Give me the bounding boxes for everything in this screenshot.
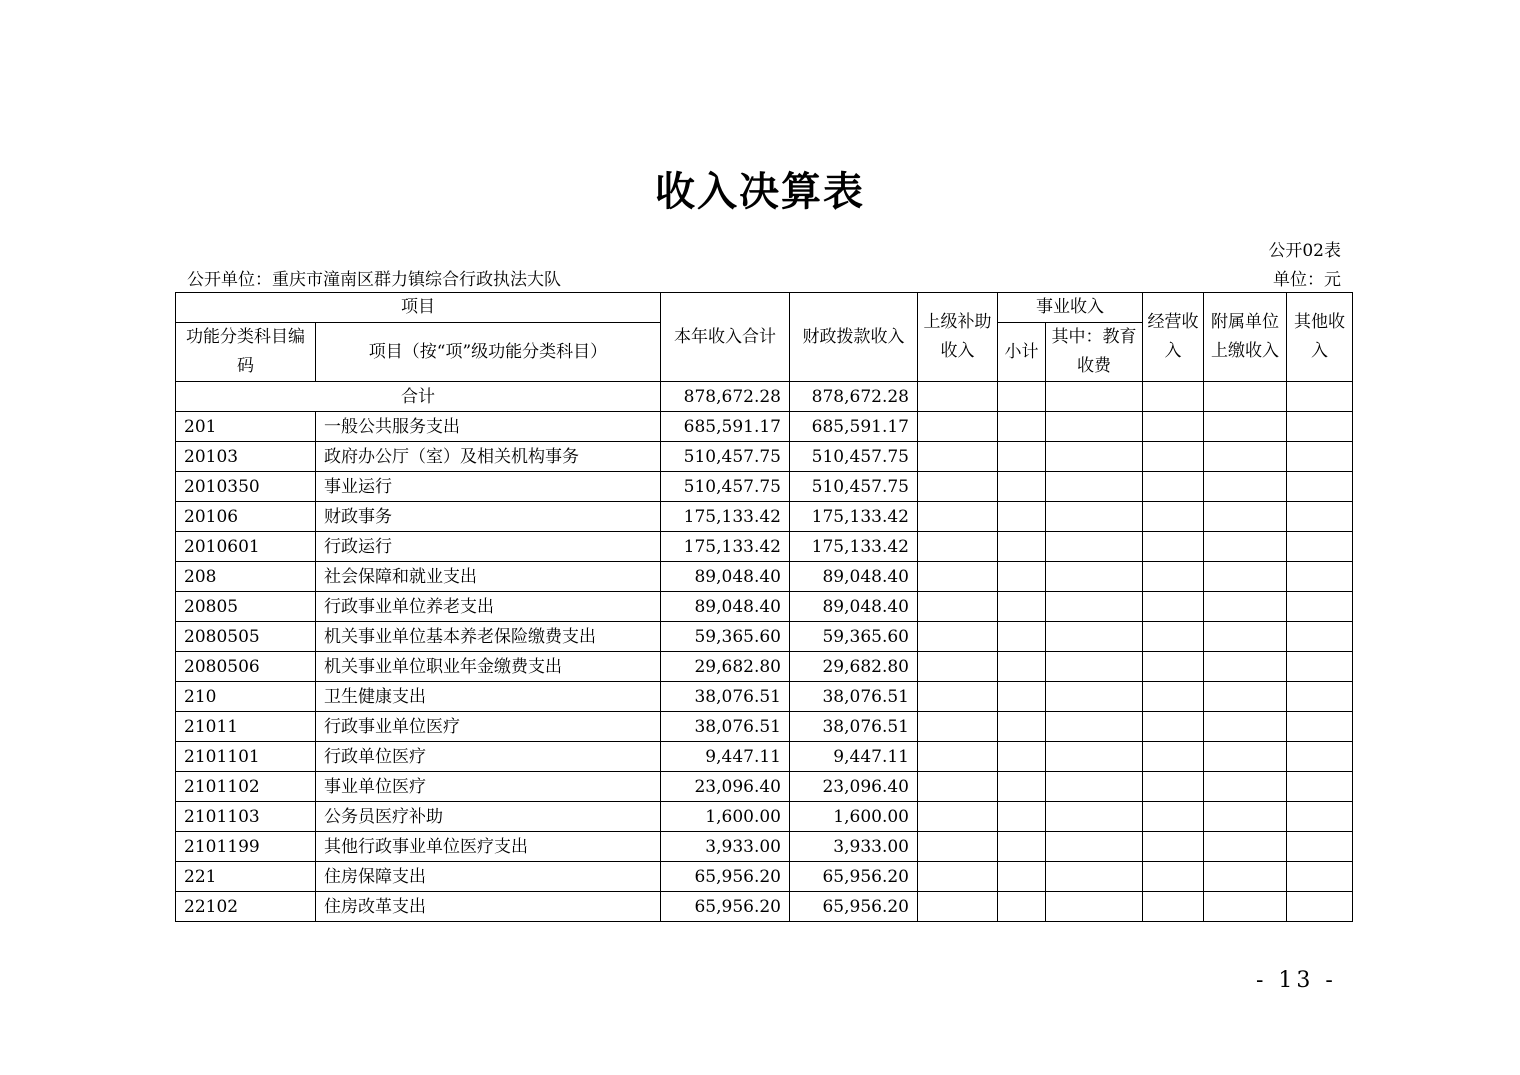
- row-code: 210: [176, 682, 316, 712]
- empty-cell: [1143, 502, 1204, 532]
- empty-cell: [1143, 862, 1204, 892]
- income-table: [175, 292, 1353, 922]
- empty-cell: [1204, 682, 1287, 712]
- empty-cell: [1287, 742, 1353, 772]
- empty-cell: [918, 592, 998, 622]
- empty-cell: [1046, 412, 1143, 442]
- row-fiscal: 3,933.00: [790, 832, 918, 862]
- header-other: 其他收入: [1287, 293, 1353, 382]
- row-code: 20805: [176, 592, 316, 622]
- total-row: [176, 382, 1353, 412]
- empty-cell: [1046, 562, 1143, 592]
- empty-cell: [1287, 472, 1353, 502]
- empty-cell: [918, 652, 998, 682]
- row-fiscal: 38,076.51: [790, 712, 918, 742]
- table-row: [176, 862, 1353, 892]
- empty-cell: [998, 802, 1046, 832]
- empty-cell: [1143, 772, 1204, 802]
- empty-cell: [1143, 892, 1204, 922]
- empty-cell: [1204, 592, 1287, 622]
- row-fiscal: 89,048.40: [790, 592, 918, 622]
- form-number: 公开02表: [1268, 241, 1341, 261]
- page-title: 收入决算表: [655, 168, 865, 215]
- row-total: 510,457.75: [661, 472, 790, 502]
- header-business-income: 事业收入: [998, 293, 1143, 323]
- empty-cell: [998, 502, 1046, 532]
- empty-cell: [1204, 772, 1287, 802]
- row-total: 65,956.20: [661, 892, 790, 922]
- table-row: [176, 682, 1353, 712]
- empty-cell: [998, 682, 1046, 712]
- empty-cell: [1287, 832, 1353, 862]
- empty-cell: [918, 862, 998, 892]
- row-code: 208: [176, 562, 316, 592]
- empty-cell: [1143, 532, 1204, 562]
- row-code: 2010350: [176, 472, 316, 502]
- empty-cell: [1287, 562, 1353, 592]
- row-total: 3,933.00: [661, 832, 790, 862]
- row-code: 2101102: [176, 772, 316, 802]
- row-total: 9,447.11: [661, 742, 790, 772]
- empty-cell: [1287, 652, 1353, 682]
- table-row: [176, 802, 1353, 832]
- table-row: [176, 742, 1353, 772]
- empty-cell: [1143, 802, 1204, 832]
- row-code: 201: [176, 412, 316, 442]
- row-fiscal: 9,447.11: [790, 742, 918, 772]
- header-affiliated: 附属单位上缴收入: [1204, 293, 1287, 382]
- row-name: 政府办公厅（室）及相关机构事务: [316, 442, 661, 472]
- empty-cell: [918, 892, 998, 922]
- row-name: 事业运行: [316, 472, 661, 502]
- row-fiscal: 685,591.17: [790, 412, 918, 442]
- empty-cell: [1046, 472, 1143, 502]
- empty-cell: [998, 442, 1046, 472]
- empty-cell: [1287, 532, 1353, 562]
- empty-cell: [998, 742, 1046, 772]
- empty-cell: [1287, 862, 1353, 892]
- empty-cell: [1287, 502, 1353, 532]
- empty-cell: [1046, 532, 1143, 562]
- table-row: [176, 832, 1353, 862]
- empty-cell: [918, 412, 998, 442]
- empty-cell: [918, 562, 998, 592]
- empty-cell: [998, 622, 1046, 652]
- row-fiscal: 29,682.80: [790, 652, 918, 682]
- empty-cell: [1287, 892, 1353, 922]
- total-fiscal-value: 878,672.28: [790, 382, 918, 412]
- empty-cell: [1287, 772, 1353, 802]
- empty-cell: [1204, 742, 1287, 772]
- empty-cell: [1287, 682, 1353, 712]
- row-total: 65,956.20: [661, 862, 790, 892]
- empty-cell: [918, 532, 998, 562]
- empty-cell: [1046, 772, 1143, 802]
- table-row: [176, 652, 1353, 682]
- empty-cell: [1046, 502, 1143, 532]
- empty-cell: [998, 832, 1046, 862]
- row-total: 29,682.80: [661, 652, 790, 682]
- empty-cell: [918, 472, 998, 502]
- empty-cell: [998, 652, 1046, 682]
- row-code: 21011: [176, 712, 316, 742]
- empty-cell: [1287, 592, 1353, 622]
- total-income-value: 878,672.28: [661, 382, 790, 412]
- row-name: 社会保障和就业支出: [316, 562, 661, 592]
- empty-cell: [1143, 472, 1204, 502]
- empty-cell: [1143, 712, 1204, 742]
- empty-cell: [918, 712, 998, 742]
- empty-cell: [1143, 622, 1204, 652]
- empty-cell: [918, 442, 998, 472]
- table-row: [176, 772, 1353, 802]
- empty-cell: [998, 592, 1046, 622]
- row-fiscal: 65,956.20: [790, 892, 918, 922]
- empty-cell: [998, 472, 1046, 502]
- empty-cell: [1046, 622, 1143, 652]
- row-fiscal: 175,133.42: [790, 502, 918, 532]
- empty-cell: [998, 712, 1046, 742]
- empty-cell: [1046, 892, 1143, 922]
- row-name: 行政运行: [316, 532, 661, 562]
- reporting-unit: 公开单位：重庆市潼南区群力镇综合行政执法大队: [187, 270, 561, 290]
- row-fiscal: 59,365.60: [790, 622, 918, 652]
- header-total-income: 本年收入合计: [661, 293, 790, 382]
- row-total: 1,600.00: [661, 802, 790, 832]
- row-name: 机关事业单位职业年金缴费支出: [316, 652, 661, 682]
- empty-cell: [998, 412, 1046, 442]
- empty-cell: [1287, 622, 1353, 652]
- row-code: 20103: [176, 442, 316, 472]
- row-fiscal: 1,600.00: [790, 802, 918, 832]
- row-fiscal: 23,096.40: [790, 772, 918, 802]
- empty-cell: [1143, 412, 1204, 442]
- empty-cell: [918, 802, 998, 832]
- empty-cell: [1204, 442, 1287, 472]
- currency-unit: 单位：元: [1273, 270, 1341, 290]
- empty-cell: [1143, 442, 1204, 472]
- empty-cell: [998, 772, 1046, 802]
- row-code: 221: [176, 862, 316, 892]
- empty-cell: [1204, 472, 1287, 502]
- empty-cell: [1287, 412, 1353, 442]
- empty-cell: [998, 532, 1046, 562]
- row-fiscal: 65,956.20: [790, 862, 918, 892]
- empty-cell: [1046, 862, 1143, 892]
- header-fiscal: 财政拨款收入: [790, 293, 918, 382]
- empty-cell: [1046, 802, 1143, 832]
- empty-cell: [1287, 802, 1353, 832]
- empty-cell: [1287, 712, 1353, 742]
- empty-cell: [1204, 502, 1287, 532]
- empty-cell: [918, 772, 998, 802]
- empty-cell: [1143, 562, 1204, 592]
- row-name: 公务员医疗补助: [316, 802, 661, 832]
- row-code: 20106: [176, 502, 316, 532]
- empty-cell: [1143, 682, 1204, 712]
- header-subtotal: 小计: [998, 323, 1046, 382]
- empty-cell: [918, 622, 998, 652]
- row-name: 财政事务: [316, 502, 661, 532]
- row-total: 175,133.42: [661, 502, 790, 532]
- row-name: 住房保障支出: [316, 862, 661, 892]
- empty-cell: [918, 742, 998, 772]
- row-name: 行政事业单位医疗: [316, 712, 661, 742]
- header-operating: 经营收入: [1143, 293, 1204, 382]
- row-name: 事业单位医疗: [316, 772, 661, 802]
- row-name: 行政单位医疗: [316, 742, 661, 772]
- table-row: [176, 412, 1353, 442]
- empty-cell: [918, 682, 998, 712]
- empty-cell: [1204, 412, 1287, 442]
- row-name: 一般公共服务支出: [316, 412, 661, 442]
- row-fiscal: 510,457.75: [790, 442, 918, 472]
- table-row: [176, 532, 1353, 562]
- empty-cell: [1046, 712, 1143, 742]
- row-fiscal: 38,076.51: [790, 682, 918, 712]
- empty-cell: [998, 862, 1046, 892]
- table-row: [176, 472, 1353, 502]
- table-row: [176, 712, 1353, 742]
- row-name: 其他行政事业单位医疗支出: [316, 832, 661, 862]
- empty-cell: [1143, 592, 1204, 622]
- row-code: 2101101: [176, 742, 316, 772]
- row-name: 住房改革支出: [316, 892, 661, 922]
- empty-cell: [1046, 592, 1143, 622]
- page-number: - 13 -: [1256, 968, 1337, 993]
- table-row: [176, 562, 1353, 592]
- empty-cell: [1046, 652, 1143, 682]
- row-fiscal: 510,457.75: [790, 472, 918, 502]
- row-code: 2101199: [176, 832, 316, 862]
- empty-cell: [1143, 832, 1204, 862]
- header-education-fee: 其中：教育收费: [1046, 323, 1143, 382]
- empty-cell: [1046, 742, 1143, 772]
- empty-cell: [1204, 652, 1287, 682]
- empty-cell: [1046, 832, 1143, 862]
- empty-cell: [1204, 712, 1287, 742]
- row-total: 89,048.40: [661, 592, 790, 622]
- row-name: 卫生健康支出: [316, 682, 661, 712]
- empty-cell: [1204, 802, 1287, 832]
- row-total: 38,076.51: [661, 682, 790, 712]
- table-row: [176, 442, 1353, 472]
- header-superior: 上级补助收入: [918, 293, 998, 382]
- table-row: [176, 592, 1353, 622]
- empty-cell: [1143, 652, 1204, 682]
- row-code: 2101103: [176, 802, 316, 832]
- empty-cell: [1204, 622, 1287, 652]
- total-label: 合计: [176, 382, 661, 412]
- empty-cell: [998, 892, 1046, 922]
- empty-cell: [1046, 442, 1143, 472]
- empty-cell: [918, 502, 998, 532]
- table-row: [176, 622, 1353, 652]
- empty-cell: [1287, 442, 1353, 472]
- row-code: 2010601: [176, 532, 316, 562]
- row-code: 2080505: [176, 622, 316, 652]
- empty-cell: [918, 832, 998, 862]
- header-item: 项目（按“项”级功能分类科目）: [316, 323, 661, 382]
- row-fiscal: 175,133.42: [790, 532, 918, 562]
- empty-cell: [1046, 682, 1143, 712]
- row-total: 23,096.40: [661, 772, 790, 802]
- row-total: 510,457.75: [661, 442, 790, 472]
- row-code: 22102: [176, 892, 316, 922]
- header-row-1: [176, 293, 1353, 323]
- row-name: 机关事业单位基本养老保险缴费支出: [316, 622, 661, 652]
- table-row: [176, 502, 1353, 532]
- header-project: 项目: [176, 293, 661, 323]
- empty-cell: [1204, 892, 1287, 922]
- row-total: 59,365.60: [661, 622, 790, 652]
- table-row: [176, 892, 1353, 922]
- row-total: 89,048.40: [661, 562, 790, 592]
- empty-cell: [1143, 742, 1204, 772]
- row-fiscal: 89,048.40: [790, 562, 918, 592]
- row-total: 38,076.51: [661, 712, 790, 742]
- empty-cell: [998, 562, 1046, 592]
- row-total: 685,591.17: [661, 412, 790, 442]
- row-total: 175,133.42: [661, 532, 790, 562]
- header-code: 功能分类科目编码: [176, 323, 316, 382]
- row-code: 2080506: [176, 652, 316, 682]
- empty-cell: [1204, 562, 1287, 592]
- empty-cell: [1204, 832, 1287, 862]
- empty-cell: [1204, 532, 1287, 562]
- row-name: 行政事业单位养老支出: [316, 592, 661, 622]
- empty-cell: [1204, 862, 1287, 892]
